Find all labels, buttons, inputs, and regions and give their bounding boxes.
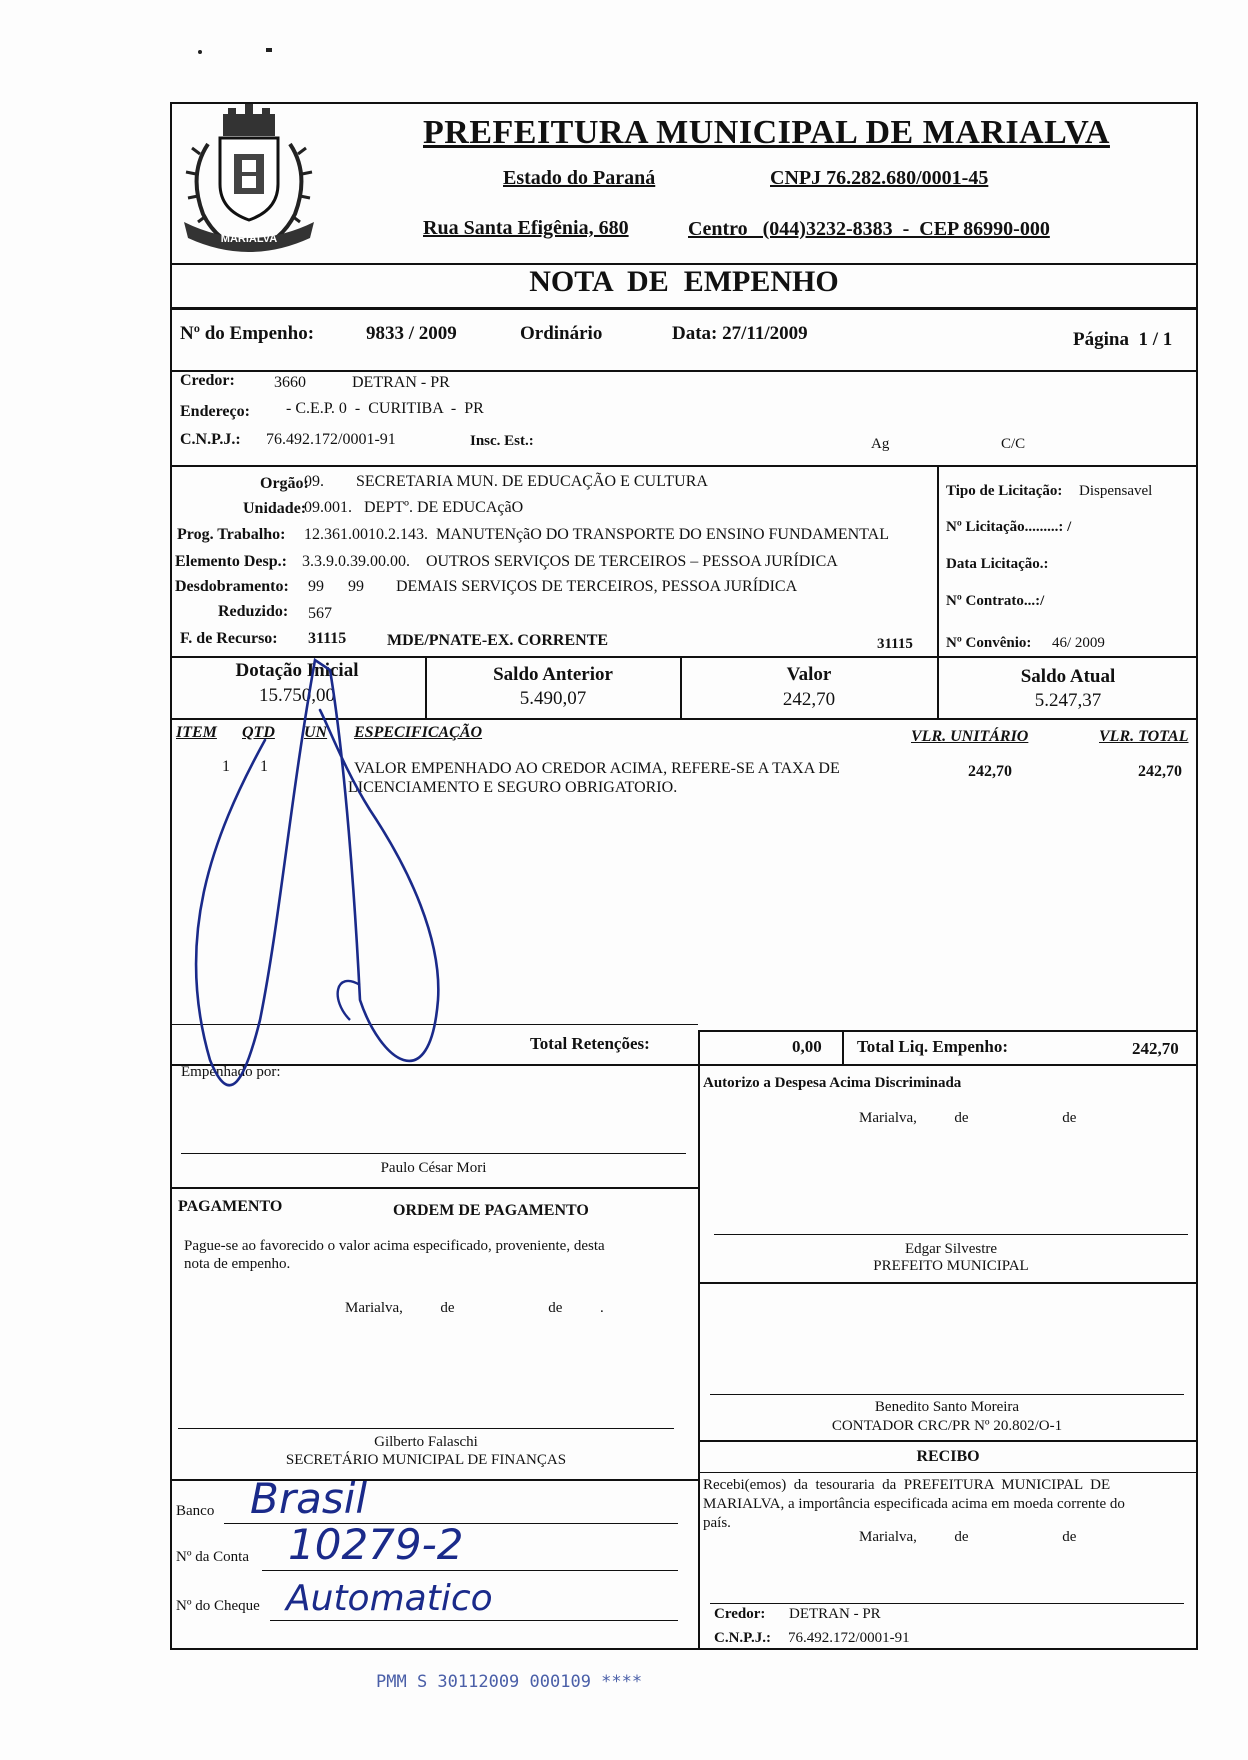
divider <box>698 1282 1198 1284</box>
item-qtd: 1 <box>260 758 268 775</box>
liquido-label: Total Liq. Empenho: <box>857 1037 1008 1056</box>
recibo-credor-name: DETRAN - PR <box>789 1606 881 1622</box>
cheque-label: Nº do Cheque <box>176 1598 260 1614</box>
signature-line <box>714 1234 1188 1235</box>
liquido-value: 242,70 <box>1132 1039 1179 1058</box>
divider <box>170 465 1198 467</box>
recurso-name: MDE/PNATE-EX. CORRENTE <box>387 632 609 649</box>
reduzido-label: Reduzido: <box>218 603 289 620</box>
divider <box>698 1440 1198 1442</box>
col-unit-header: VLR. UNITÁRIO <box>911 728 1029 745</box>
signature-line <box>710 1394 1184 1395</box>
conta-handwritten: 10279-2 <box>288 1520 464 1569</box>
divider <box>170 307 1198 310</box>
banco-handwritten: Brasil <box>250 1474 368 1523</box>
signature-line <box>178 1428 674 1429</box>
saldo-anterior-label: Saldo Anterior <box>493 664 613 685</box>
prog-trabalho-value: 12.361.0010.2.143. MANUTENçãO DO TRANSPORTE DO ENSINO FUNDAMENTAL <box>304 526 889 543</box>
state-name: Estado do Paraná <box>503 167 656 189</box>
insc-est-label: Insc. Est.: <box>470 433 534 449</box>
desdobramento-label: Desdobramento: <box>175 578 289 595</box>
dotacao-label: Dotação Inicial <box>235 660 359 681</box>
credor-label: Credor: <box>180 372 235 389</box>
tipo-licitacao-value: Dispensavel <box>1079 483 1153 499</box>
prog-trabalho-label: Prog. Trabalho: <box>177 526 286 543</box>
empenho-type: Ordinário <box>520 323 603 344</box>
cheque-handwritten: Automatico <box>286 1578 493 1619</box>
item-number: 1 <box>222 758 230 775</box>
reduzido-value: 567 <box>308 605 332 622</box>
recibo-text-line1: Recebi(emos) da tesouraria da PREFEITURA MUNICIPAL DE <box>703 1477 1111 1493</box>
signature-line <box>710 1603 1184 1604</box>
data-licitacao: Data Licitação.: <box>946 556 1049 572</box>
scan-speck <box>198 50 202 54</box>
signature-scribble <box>170 640 470 1120</box>
municipal-seal-icon <box>178 104 320 256</box>
scan-speck <box>266 48 272 52</box>
orgao-label: Orgão: <box>260 475 309 492</box>
tipo-licitacao-label: Tipo de Licitação: <box>946 483 1063 499</box>
recibo-credor-label: Credor: <box>714 1606 766 1622</box>
retencoes-label: Total Retenções: <box>530 1034 650 1053</box>
recurso-label: F. de Recurso: <box>180 630 278 647</box>
orgao-value: 09. SECRETARIA MUN. DE EDUCAÇÃO E CULTURA <box>304 473 708 490</box>
conta-label: Nº da Conta <box>176 1549 249 1565</box>
recibo-cnpj-label: C.N.P.J.: <box>714 1630 771 1646</box>
convenio-value: 46/ 2009 <box>1052 635 1105 651</box>
empenho-number: 9833 / 2009 <box>366 323 457 344</box>
recibo-title: RECIBO <box>916 1448 980 1465</box>
recibo-date: Marialva, de de <box>859 1529 1077 1545</box>
org-phone-cep: Centro (044)3232-8383 - CEP 86990-000 <box>688 218 1050 240</box>
banco-label: Banco <box>176 1503 215 1519</box>
item-spec-line2: LICENCIAMENTO E SEGURO OBRIGATORIO. <box>348 779 678 796</box>
col-un-header: UN <box>304 724 328 741</box>
autorizo-label: Autorizo a Despesa Acima Discriminada <box>703 1075 962 1091</box>
pagamento-date: Marialva, de de . <box>345 1300 604 1316</box>
item-spec-line1: VALOR EMPENHADO AO CREDOR ACIMA, REFERE-SE A TAXA DE <box>354 760 840 777</box>
saldo-atual-value: 5.247,37 <box>1034 690 1102 711</box>
empenho-date: Data: 27/11/2009 <box>672 323 808 344</box>
credor-name: DETRAN - PR <box>352 374 450 391</box>
credor-code: 3660 <box>274 374 306 391</box>
cheque-line <box>270 1620 678 1621</box>
pagamento-text-line1: Pague-se ao favorecido o valor acima especificado, proveniente, desta <box>184 1238 605 1254</box>
prefeito-name: Edgar Silvestre <box>904 1241 998 1257</box>
empenhado-name: Paulo César Mori <box>380 1160 487 1176</box>
conta-line <box>262 1570 678 1571</box>
col-item-header: ITEM <box>176 724 217 741</box>
convenio-label: Nº Convênio: <box>946 635 1032 651</box>
item-total-value: 242,70 <box>1138 763 1182 780</box>
divider <box>698 1030 1198 1032</box>
recibo-text-line2: MARIALVA, a importância especificada acima em moeda corrente do <box>703 1496 1125 1512</box>
prefeito-title: PREFEITO MUNICIPAL <box>873 1258 1029 1274</box>
org-cnpj: CNPJ 76.282.680/0001-45 <box>770 167 989 189</box>
numero-licitacao: Nº Licitação.........: / <box>946 519 1072 535</box>
divider <box>170 1187 698 1189</box>
pagamento-text-line2: nota de empenho. <box>184 1256 291 1272</box>
recibo-text-line3: país. <box>703 1515 731 1531</box>
dotacao-value: 15.750,00 <box>259 685 335 706</box>
col-total-header: VLR. TOTAL <box>1099 728 1189 745</box>
saldo-anterior-value: 5.490,07 <box>519 688 587 709</box>
divider <box>698 1064 700 1648</box>
empenho-number-label: Nº do Empenho: <box>180 323 315 344</box>
retencoes-value: 0,00 <box>792 1037 822 1056</box>
secretario-name: Gilberto Falaschi <box>374 1434 478 1450</box>
desdobramento-value: 99 99 DEMAIS SERVIÇOS DE TERCEIROS, PESSOA JURÍDICA <box>308 578 798 595</box>
saldo-atual-label: Saldo Atual <box>1020 666 1116 687</box>
valor-label: Valor <box>786 664 832 685</box>
page-number: Página 1 / 1 <box>1073 329 1173 350</box>
empenhado-label: Empenhado por: <box>181 1064 281 1080</box>
document-title: NOTA DE EMPENHO <box>529 265 839 298</box>
contador-title: CONTADOR CRC/PR Nº 20.802/O-1 <box>831 1418 1063 1434</box>
protocol-stamp: PMM S 30112009 000109 **** <box>376 1672 643 1692</box>
endereco-label: Endereço: <box>180 403 250 420</box>
numero-contrato: Nº Contrato...:/ <box>946 593 1045 609</box>
cc-label: C/C <box>1001 436 1026 452</box>
secretario-title: SECRETÁRIO MUNICIPAL DE FINANÇAS <box>285 1452 567 1468</box>
org-name: PREFEITURA MUNICIPAL DE MARIALVA <box>423 114 1110 151</box>
unidade-label: Unidade: <box>243 500 307 517</box>
org-address: Rua Santa Efigênia, 680 <box>423 217 629 239</box>
item-unit-value: 242,70 <box>968 763 1012 780</box>
contador-name: Benedito Santo Moreira <box>874 1399 1020 1415</box>
valor-value: 242,70 <box>782 689 836 710</box>
divider <box>698 1030 700 1064</box>
ordem-pagamento-label: ORDEM DE PAGAMENTO <box>393 1202 589 1219</box>
ag-label: Ag <box>871 436 890 452</box>
col-spec-header: ESPECIFICAÇÃO <box>354 724 483 741</box>
signature-line <box>181 1153 686 1154</box>
cnpj-label: C.N.P.J.: <box>180 431 241 448</box>
svg-text:MARIALVA: MARIALVA <box>220 233 278 245</box>
pagamento-label: PAGAMENTO <box>178 1198 283 1215</box>
elemento-label: Elemento Desp.: <box>175 553 287 570</box>
recurso-code: 31115 <box>308 630 347 647</box>
unidade-value: 09.001. DEPTº. DE EDUCAçãO <box>304 499 524 516</box>
col-qtd-header: QTD <box>242 724 275 741</box>
endereco-value: - C.E.P. 0 - CURITIBA - PR <box>286 400 484 417</box>
elemento-value: 3.3.9.0.39.00.00. OUTROS SERVIÇOS DE TERCEIROS – PESSOA JURÍDICA <box>302 553 838 570</box>
divider <box>698 1472 1198 1473</box>
divider <box>842 1030 844 1064</box>
recibo-cnpj: 76.492.172/0001-91 <box>788 1630 910 1646</box>
credor-cnpj: 76.492.172/0001-91 <box>266 431 396 448</box>
divider <box>170 370 1198 372</box>
autorizo-date: Marialva, de de <box>859 1110 1077 1126</box>
recurso-code-2: 31115 <box>877 636 913 652</box>
